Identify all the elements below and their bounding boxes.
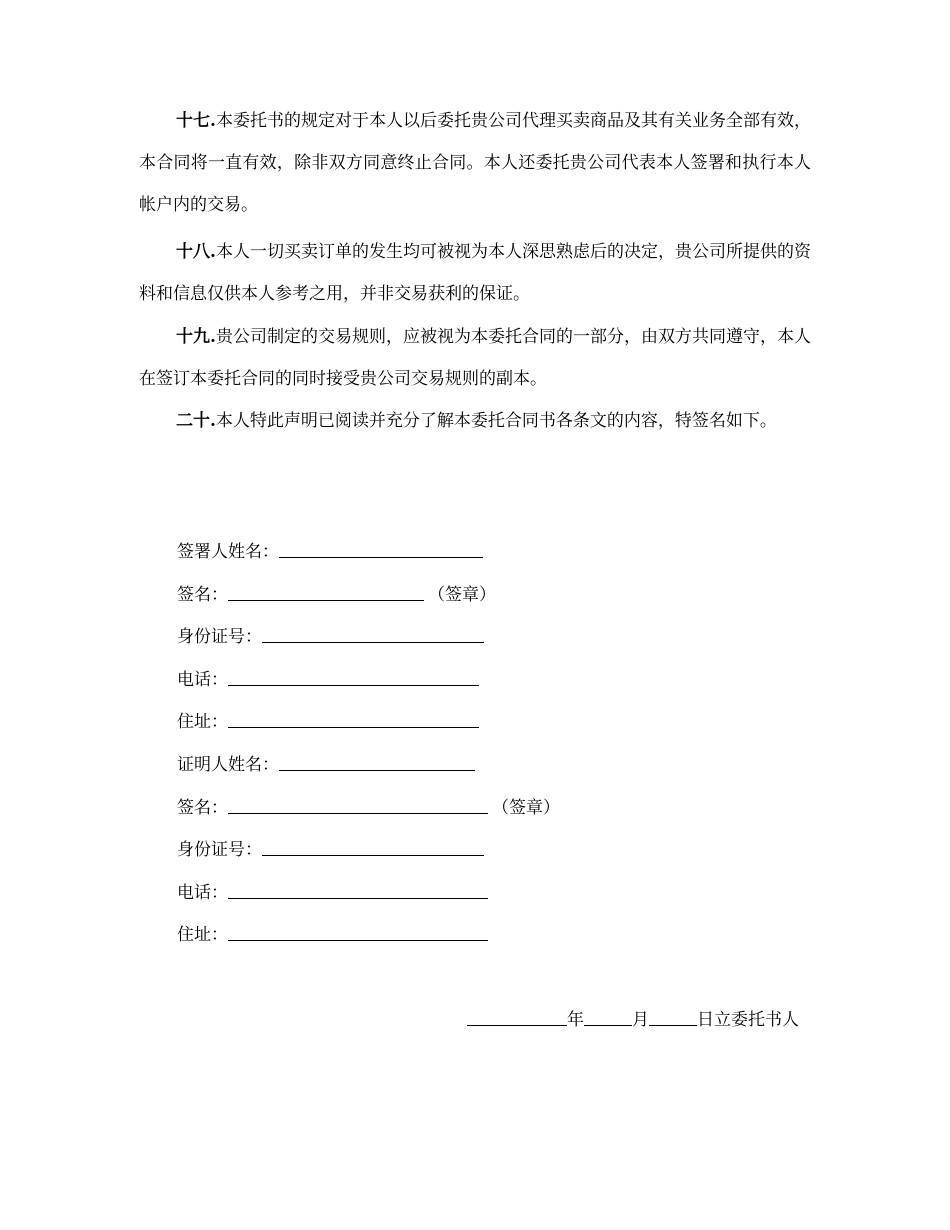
witness-phone-row [177,877,488,903]
signer-seal-note: （签章） [428,585,496,605]
witness-id-field[interactable] [262,855,484,856]
signer-sign-label: 签名： [177,585,228,605]
month-label: 月 [632,1010,649,1030]
witness-name-label: 证明人姓名： [177,755,279,775]
signer-address-label: 住址： [177,712,228,732]
signer-name-row [177,536,483,562]
clause-number: 十八. [176,242,216,262]
witness-id-row [177,834,484,860]
witness-signature-row [177,792,560,818]
witness-address-label: 住址： [177,925,228,945]
clause-17 [139,100,811,226]
signer-name-label: 签署人姓名： [177,542,279,562]
day-field[interactable] [649,1025,697,1026]
clause-20 [139,400,811,442]
year-field[interactable] [467,1025,567,1026]
witness-phone-label: 电话： [177,883,228,903]
signer-id-row [177,621,484,647]
witness-address-field[interactable] [228,940,488,941]
witness-seal-note: （签章） [492,798,560,818]
signer-phone-field[interactable] [228,685,479,686]
clause-19 [139,316,811,400]
clause-number: 十七. [176,111,216,131]
signer-signature-row [177,579,496,605]
signer-address-field[interactable] [228,727,479,728]
signer-id-label: 身份证号： [177,627,262,647]
year-label: 年 [567,1010,584,1030]
month-field[interactable] [584,1025,632,1026]
clause-number: 十九. [176,327,216,347]
signer-address-row [177,706,479,732]
clause-text: 贵公司制定的交易规则，应被视为本委托合同的一部分，由双方共同遵守，本人在签订本委托合同的同时接受贵公司交易规则的副本。 [139,327,812,389]
witness-phone-field[interactable] [228,898,488,899]
clause-text: 本人特此声明已阅读并充分了解本委托合同书各条文的内容，特签名如下。 [215,411,777,431]
clause-text: 本人一切买卖订单的发生均可被视为本人深思熟虑后的决定，贵公司所提供的资料和信息仅供本人参考之用，并非交易获利的保证。 [139,242,812,304]
clause-18 [139,231,811,315]
witness-id-label: 身份证号： [177,840,262,860]
signer-phone-label: 电话： [177,670,228,690]
witness-signature-field[interactable] [228,813,488,814]
signer-id-field[interactable] [262,642,484,643]
signer-phone-row [177,664,479,690]
day-label: 日立委托书人 [697,1010,799,1030]
clause-text: 本委托书的规定对于本人以后委托贵公司代理买卖商品及其有关业务全部有效，本合同将一直有效，除非双方同意终止合同。本人还委托贵公司代表本人签署和执行本人帐户内的交易。 [139,111,812,215]
date-row [467,1004,799,1030]
witness-address-row [177,919,488,945]
witness-sign-label: 签名： [177,798,228,818]
witness-name-row [177,749,475,775]
signer-name-field[interactable] [279,557,483,558]
clause-number: 二十. [176,411,216,431]
witness-name-field[interactable] [279,770,475,771]
signer-signature-field[interactable] [228,600,424,601]
